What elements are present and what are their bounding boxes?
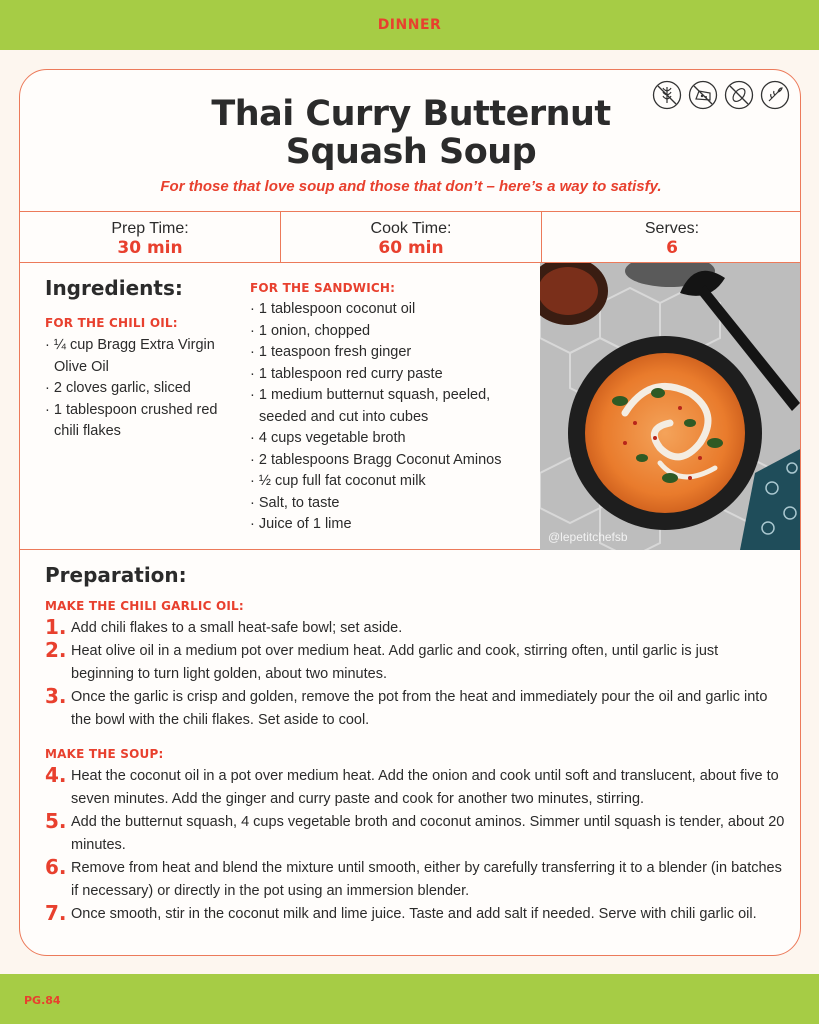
list-item: · 1 medium butternut squash, peeled, seeded and cut into cubes bbox=[250, 387, 491, 425]
photo-credit: @lepetitchefsb bbox=[548, 530, 628, 544]
ingredients-column-2 bbox=[250, 281, 540, 536]
ingredients-heading: Ingredients: bbox=[45, 276, 183, 300]
soup-steps-list bbox=[45, 765, 785, 926]
list-item: · ½ cup full fat coconut milk bbox=[250, 473, 426, 489]
recipe-title bbox=[20, 95, 801, 171]
step-number: 3. bbox=[45, 684, 67, 708]
step-number: 7. bbox=[45, 901, 67, 925]
chili-oil-heading: FOR THE CHILI OIL: bbox=[45, 316, 178, 330]
page-number: PG.84 bbox=[24, 994, 61, 1007]
prep-time-value: 30 min bbox=[117, 238, 183, 258]
step-item bbox=[45, 686, 785, 732]
list-item: · ¼ cup Bragg Extra Virgin Olive Oil bbox=[45, 337, 215, 375]
ingredients-column-1 bbox=[45, 276, 245, 443]
step-item bbox=[45, 617, 785, 640]
step-number: 6. bbox=[45, 855, 67, 879]
cook-time-label: Cook Time: bbox=[370, 220, 452, 237]
time-info-row bbox=[20, 211, 801, 263]
step-text: Heat olive oil in a medium pot over medium heat. Add garlic and cook, stirring often, until garlic is just beginning to turn light golden, about two minutes. bbox=[71, 643, 719, 682]
soup-heading: MAKE THE SOUP: bbox=[45, 747, 164, 761]
list-item: · 1 tablespoon crushed red chili flakes bbox=[45, 401, 218, 439]
list-item: · 1 onion, chopped bbox=[250, 322, 371, 339]
cook-time-value: 60 min bbox=[378, 238, 444, 258]
sandwich-heading: FOR THE SANDWICH: bbox=[250, 281, 396, 295]
recipe-title-line2: Squash Soup bbox=[285, 132, 537, 172]
list-item: · 2 cloves garlic, sliced bbox=[45, 380, 191, 396]
prep-time-cell bbox=[20, 212, 280, 262]
bottom-banner bbox=[0, 974, 819, 1024]
step-number: 1. bbox=[45, 615, 67, 639]
chili-oil-list bbox=[45, 335, 245, 443]
list-item: · Salt, to taste bbox=[250, 494, 340, 511]
preparation-section bbox=[45, 563, 785, 926]
recipe-subtitle: For those that love soup and those that don’t – here’s a way to satisfy. bbox=[160, 178, 662, 195]
step-number: 4. bbox=[45, 763, 67, 787]
step-number: 5. bbox=[45, 809, 67, 833]
recipe-title-line1: Thai Curry Butternut bbox=[211, 94, 611, 134]
step-item bbox=[45, 811, 785, 857]
list-item: · Juice of 1 lime bbox=[250, 516, 352, 532]
sandwich-list bbox=[250, 299, 540, 536]
serves-value: 6 bbox=[666, 238, 678, 258]
list-item: · 1 tablespoon red curry paste bbox=[250, 365, 443, 382]
chili-steps-list bbox=[45, 617, 785, 732]
soup-photo bbox=[540, 263, 801, 550]
category-label: DINNER bbox=[377, 17, 442, 33]
step-number: 2. bbox=[45, 638, 67, 662]
step-text: Remove from heat and blend the mixture until smooth, either by carefully transferring it to a blender (in batches if necessary) or directly in the pot using an immersion blender. bbox=[71, 860, 782, 899]
serves-cell bbox=[541, 212, 801, 262]
step-text: Add chili flakes to a small heat-safe bowl; set aside. bbox=[71, 620, 403, 636]
soup-bowl-image bbox=[540, 263, 801, 550]
step-text: Once the garlic is crisp and golden, remove the pot from the heat and immediately pour the oil and garlic into the bowl with the chili flakes. Set aside to cool. bbox=[71, 689, 768, 728]
step-item bbox=[45, 903, 785, 926]
list-item: · 1 teaspoon fresh ginger bbox=[250, 344, 412, 360]
top-banner bbox=[0, 0, 819, 50]
step-text: Once smooth, stir in the coconut milk and lime juice. Taste and add salt if needed. Serve with chili garlic oil. bbox=[71, 906, 757, 922]
list-item: · 2 tablespoons Bragg Coconut Aminos bbox=[250, 451, 502, 468]
step-text: Heat the coconut oil in a pot over medium heat. Add the onion and cook until soft and translucent, about five to seven minutes. Add the ginger and curry paste and cook for another two minutes, stirring. bbox=[71, 768, 779, 807]
step-item bbox=[45, 765, 785, 811]
list-item: · 4 cups vegetable broth bbox=[250, 430, 406, 446]
recipe-card bbox=[19, 69, 801, 956]
serves-label: Serves: bbox=[644, 220, 700, 237]
cook-time-cell bbox=[280, 212, 541, 262]
step-item bbox=[45, 857, 785, 903]
preparation-heading: Preparation: bbox=[45, 563, 187, 587]
ingredients-section bbox=[20, 263, 801, 550]
chili-garlic-oil-heading: MAKE THE CHILI GARLIC OIL: bbox=[45, 599, 244, 613]
list-item: · 1 tablespoon coconut oil bbox=[250, 301, 416, 317]
step-item bbox=[45, 640, 785, 686]
step-text: Add the butternut squash, 4 cups vegetable broth and coconut aminos. Simmer until squash is tender, about 20 minutes. bbox=[71, 814, 785, 853]
prep-time-label: Prep Time: bbox=[111, 220, 189, 237]
